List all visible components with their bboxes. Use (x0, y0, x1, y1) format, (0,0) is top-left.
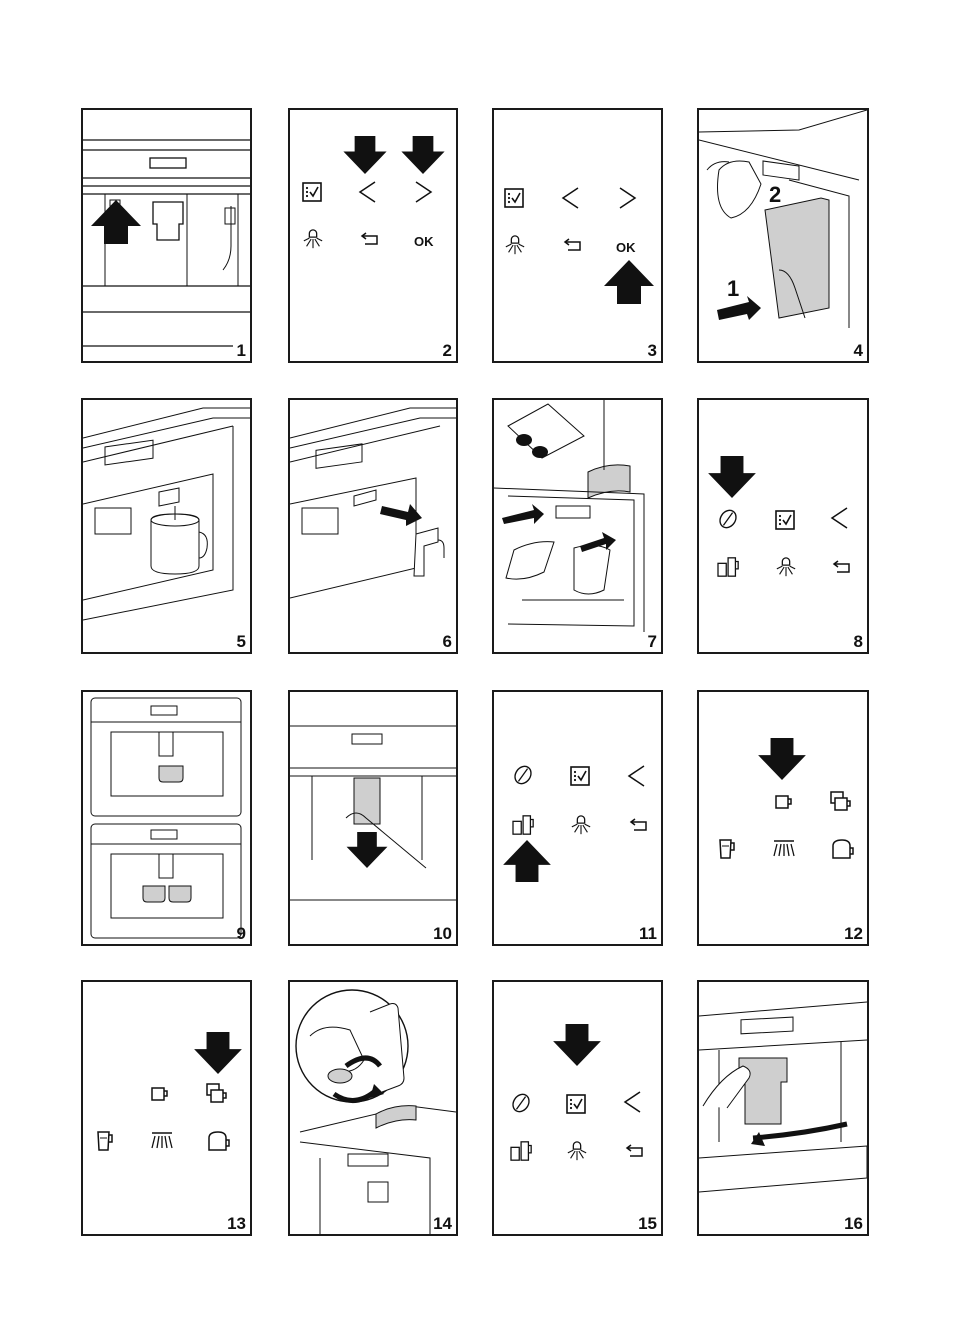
panel-number: 16 (844, 1214, 863, 1233)
chevron-left-icon (832, 508, 847, 528)
control-panel-drawing (83, 110, 250, 361)
step-two-label: 2 (769, 182, 782, 207)
single-double-cup-drawing (83, 692, 250, 944)
coffee-bean-icon (532, 446, 548, 458)
grinder-adjust-drawing (290, 982, 456, 1234)
figure-panel-13 (81, 980, 252, 1236)
pot-icon (833, 840, 853, 858)
arrow-up-icon (503, 840, 551, 882)
checklist-icon (303, 183, 321, 201)
figure-panel-4 (697, 108, 869, 363)
control-panel-drawing (699, 400, 867, 652)
panel-number: 15 (638, 1214, 657, 1233)
steam-icon (152, 1133, 172, 1148)
milk-cup-icon (513, 816, 533, 834)
jug-icon (720, 840, 734, 858)
chevron-left-icon (360, 182, 375, 202)
panel-number: 10 (433, 924, 452, 943)
spout-removal-drawing (290, 400, 456, 652)
arrow-down-icon (553, 1024, 601, 1066)
panel-number: 12 (844, 924, 863, 943)
double-cup-icon (207, 1084, 226, 1102)
spout-lowering-drawing (290, 692, 456, 944)
checklist-icon (776, 511, 794, 529)
arrow-down-icon (708, 456, 756, 498)
light-icon (572, 816, 590, 834)
figure-panel-1 (81, 108, 252, 363)
chevron-right-icon (620, 188, 635, 208)
figure-panel-2 (288, 108, 458, 363)
arrow-down-icon (343, 136, 386, 174)
checklist-icon (571, 767, 589, 785)
figure-panel-14 (288, 980, 458, 1236)
figure-panel-11 (492, 690, 663, 946)
cup-icon (776, 796, 791, 808)
back-icon (627, 1145, 642, 1156)
arrow-down-icon (401, 136, 444, 174)
panel-number: 5 (236, 632, 246, 651)
cup-icon (159, 766, 183, 782)
coffee-bean-icon (512, 763, 535, 786)
back-icon (834, 561, 849, 572)
control-panel-drawing (290, 110, 456, 361)
coffee-bean-icon (717, 507, 740, 530)
cup-icon (152, 1088, 167, 1100)
figure-panel-15 (492, 980, 663, 1236)
pot-icon (209, 1132, 229, 1150)
arrow-down-icon (194, 1032, 242, 1074)
panel-number: 8 (853, 632, 863, 651)
ok-label: OK (616, 240, 636, 255)
checklist-icon (567, 1095, 585, 1113)
panel-number: 11 (639, 924, 657, 943)
cup-under-spout-drawing (83, 400, 250, 652)
arrow-down-icon (347, 832, 388, 868)
light-icon (777, 558, 795, 576)
ok-label: OK (414, 234, 434, 249)
control-panel-drawing (699, 692, 867, 944)
figure-panel-3 (492, 108, 663, 363)
figure-panel-8 (697, 398, 869, 654)
arrow-up-icon (604, 260, 654, 304)
coffee-bean-icon (510, 1091, 533, 1114)
checklist-icon (505, 189, 523, 207)
back-icon (565, 239, 580, 250)
back-icon (362, 233, 377, 244)
figure-panel-9 (81, 690, 252, 946)
control-panel-drawing (494, 692, 661, 944)
chevron-left-icon (625, 1092, 640, 1112)
figure-panel-10 (288, 690, 458, 946)
arrow-down-icon (758, 738, 806, 780)
figure-panel-5 (81, 398, 252, 654)
chevron-left-icon (629, 766, 644, 786)
panel-number: 13 (227, 1214, 246, 1233)
cup-icon (143, 886, 165, 902)
cup-icon (169, 886, 191, 902)
back-icon (631, 819, 646, 830)
light-icon (304, 230, 322, 248)
coffee-bean-icon (516, 434, 532, 446)
light-icon (568, 1142, 586, 1160)
figure-panel-16 (697, 980, 869, 1236)
arrow-pull-icon (502, 504, 544, 524)
figure-panel-7 (492, 398, 663, 654)
step-one-label: 1 (727, 276, 740, 301)
panel-number: 9 (236, 924, 246, 943)
arrow-up-icon (91, 200, 141, 244)
steam-icon (774, 841, 794, 856)
jug-icon (98, 1132, 112, 1150)
panel-number: 4 (853, 341, 863, 360)
panel-number: 14 (433, 1214, 452, 1233)
panel-number: 7 (647, 632, 657, 651)
milk-cup-icon (718, 558, 738, 576)
bean-filling-drawing (494, 400, 661, 652)
water-tank-drawing (699, 110, 867, 361)
control-panel-drawing (494, 110, 661, 361)
control-panel-drawing (494, 982, 661, 1234)
figure-panel-6 (288, 398, 458, 654)
panel-number: 6 (442, 632, 452, 651)
control-panel-drawing (83, 982, 250, 1234)
chevron-right-icon (416, 182, 431, 202)
panel-number: 3 (647, 341, 657, 360)
chevron-left-icon (563, 188, 578, 208)
brew-unit-removal-drawing (699, 982, 867, 1234)
panel-number: 1 (236, 341, 246, 360)
milk-cup-icon (511, 1142, 531, 1160)
light-icon (506, 236, 524, 254)
double-cup-icon (831, 792, 850, 810)
panel-number: 2 (442, 341, 452, 360)
figure-panel-12 (697, 690, 869, 946)
